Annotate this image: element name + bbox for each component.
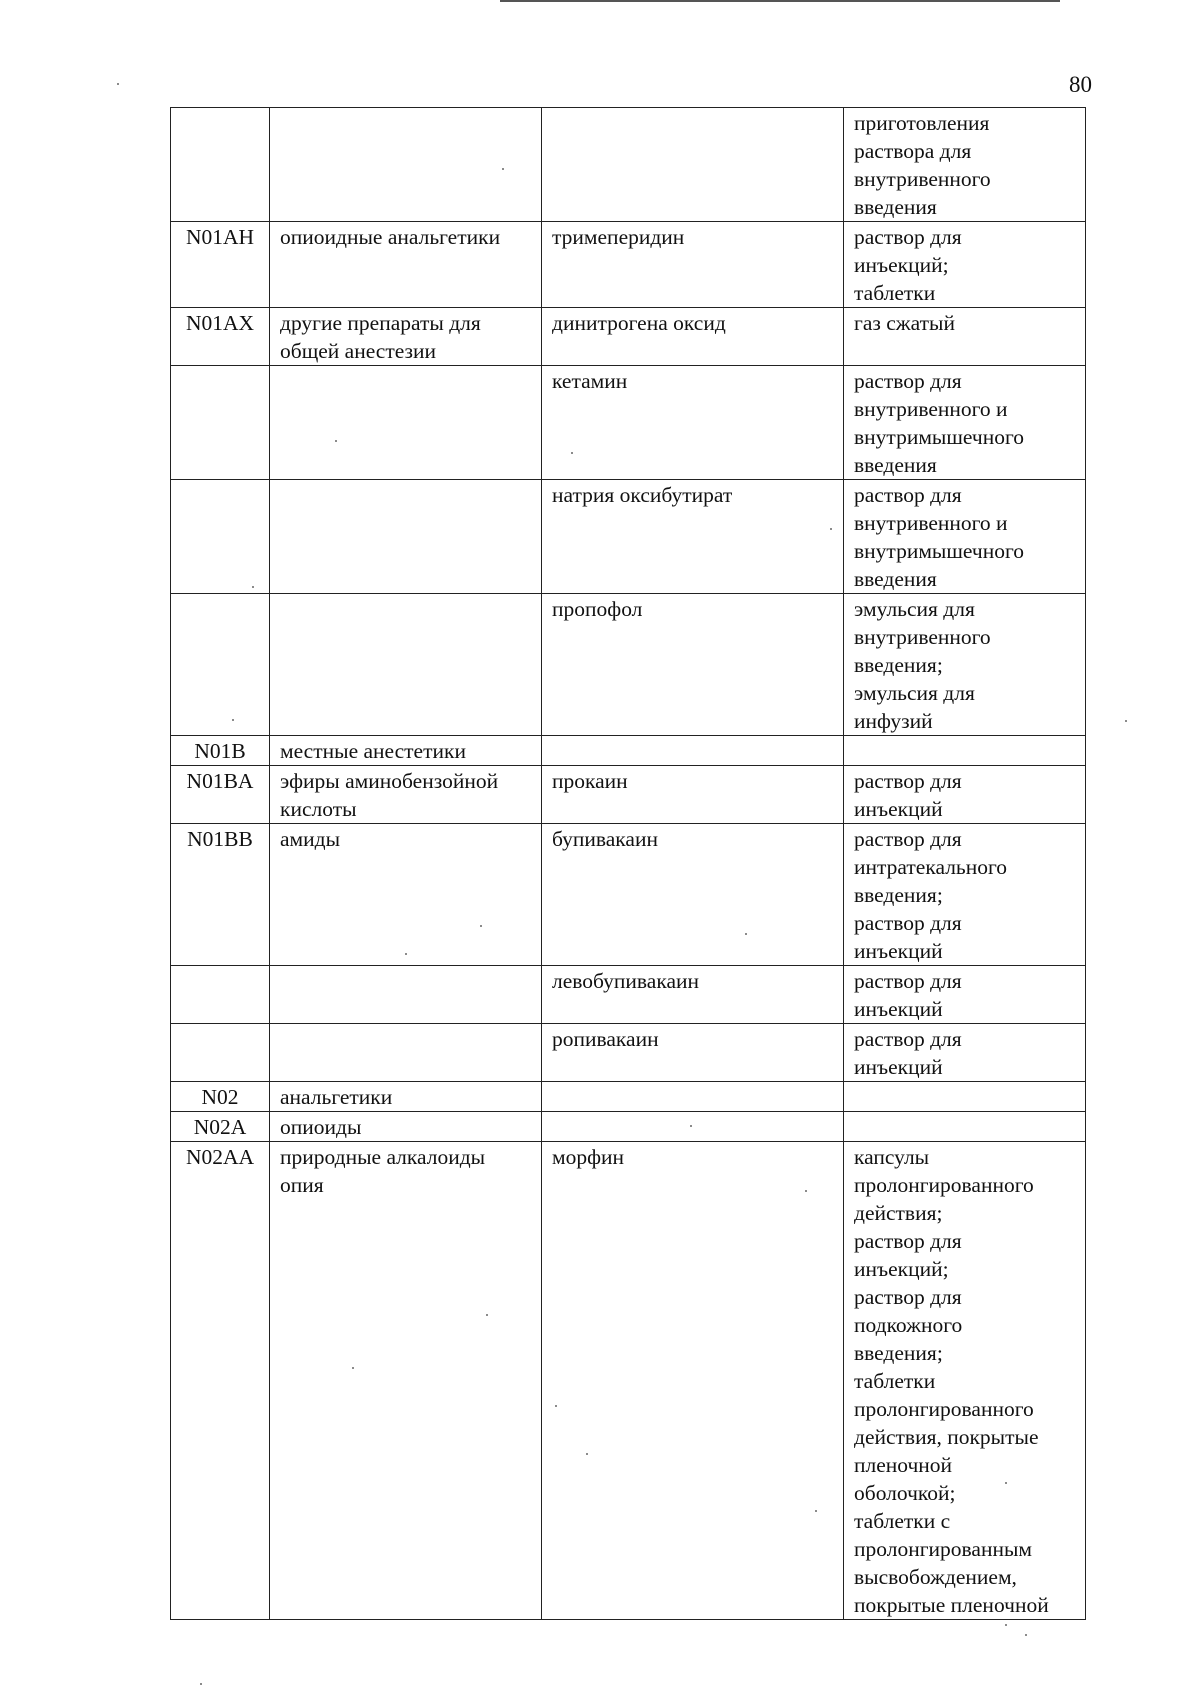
scan-speck [1125,720,1127,722]
dosage-form-cell: раствор для инъекций [844,766,1086,824]
drug-name-cell: кетамин [542,366,844,480]
group-name-cell: опиоидные анальгетики [270,222,542,308]
drug-table [170,107,1086,1620]
scan-speck [200,1683,202,1685]
drug-name-cell: бупивакаин [542,824,844,966]
group-name-cell [270,480,542,594]
table-row [171,824,1086,966]
dosage-form-cell: эмульсия для внутривенного введения; эмульсия для инфузий [844,594,1086,736]
atc-code-cell [171,366,270,480]
dosage-form-cell: приготовления раствора для внутривенного введения [844,108,1086,222]
table-row [171,1142,1086,1620]
scan-speck [480,925,482,927]
scan-speck [486,1314,488,1316]
group-name-cell [270,108,542,222]
scan-edge-line [500,0,1060,2]
atc-code-cell [171,966,270,1024]
table-row [171,108,1086,222]
table-row [171,766,1086,824]
scan-speck [555,1405,557,1407]
table-row [171,966,1086,1024]
table-row [171,1082,1086,1112]
atc-code-cell: N01AX [171,308,270,366]
drug-name-cell: натрия оксибутират [542,480,844,594]
group-name-cell [270,966,542,1024]
scan-speck [830,528,832,530]
dosage-form-cell [844,1082,1086,1112]
group-name-cell [270,594,542,736]
drug-name-cell: тримеперидин [542,222,844,308]
group-name-cell [270,1024,542,1082]
atc-code-cell [171,1024,270,1082]
group-name-cell: анальгетики [270,1082,542,1112]
group-name-cell: местные анестетики [270,736,542,766]
scan-speck [1025,1634,1027,1636]
atc-code-cell: N01B [171,736,270,766]
group-name-cell: амиды [270,824,542,966]
table-row [171,308,1086,366]
group-name-cell [270,366,542,480]
drug-name-cell: динитрогена оксид [542,308,844,366]
dosage-form-cell: раствор для инъекций; таблетки [844,222,1086,308]
scan-speck [586,1453,588,1455]
table-row [171,736,1086,766]
table-row [171,1112,1086,1142]
page-number: 80 [1069,72,1092,97]
scan-speck [690,1125,692,1127]
dosage-form-cell: раствор для интратекального введения; раствор для инъекций [844,824,1086,966]
atc-code-cell: N01AH [171,222,270,308]
drug-name-cell [542,108,844,222]
atc-code-cell [171,480,270,594]
scan-speck [405,953,407,955]
scan-speck [815,1510,817,1512]
group-name-cell: другие препараты для общей анестезии [270,308,542,366]
scan-speck [232,719,234,721]
drug-name-cell: ропивакаин [542,1024,844,1082]
drug-name-cell: пропофол [542,594,844,736]
scan-speck [1005,1624,1007,1626]
atc-code-cell: N02 [171,1082,270,1112]
dosage-form-cell: раствор для внутривенного и внутримышечного введения [844,480,1086,594]
scan-speck [502,168,504,170]
group-name-cell: эфиры аминобензойной кислоты [270,766,542,824]
scan-speck [252,586,254,588]
atc-code-cell [171,108,270,222]
dosage-form-cell: капсулы пролонгированного действия; раствор для инъекций; раствор для подкожного введения; таблетки пролонгированного действия, покрытые пленочной оболочкой; таблетки с пролонгированным высвобождением, покрытые пленочной [844,1142,1086,1620]
drug-name-cell [542,1112,844,1142]
table-row [171,594,1086,736]
dosage-form-cell [844,736,1086,766]
atc-code-cell: N01BA [171,766,270,824]
table-row [171,366,1086,480]
scan-speck [117,83,119,85]
table-row [171,222,1086,308]
scan-speck [352,1367,354,1369]
scan-speck [571,452,573,454]
drug-name-cell: левобупивакаин [542,966,844,1024]
dosage-form-cell: раствор для внутривенного и внутримышечного введения [844,366,1086,480]
drug-name-cell: прокаин [542,766,844,824]
drug-name-cell [542,736,844,766]
atc-code-cell: N01BB [171,824,270,966]
atc-code-cell: N02A [171,1112,270,1142]
table-row [171,480,1086,594]
scan-speck [1005,1482,1007,1484]
scan-speck [335,440,337,442]
atc-code-cell: N02AA [171,1142,270,1620]
dosage-form-cell [844,1112,1086,1142]
atc-code-cell [171,594,270,736]
dosage-form-cell: газ сжатый [844,308,1086,366]
dosage-form-cell: раствор для инъекций [844,966,1086,1024]
scan-speck [745,933,747,935]
dosage-form-cell: раствор для инъекций [844,1024,1086,1082]
scan-speck [805,1190,807,1192]
drug-name-cell: морфин [542,1142,844,1620]
drug-name-cell [542,1082,844,1112]
group-name-cell: опиоиды [270,1112,542,1142]
drug-table-body [171,108,1086,1620]
table-row [171,1024,1086,1082]
group-name-cell: природные алкалоиды опия [270,1142,542,1620]
